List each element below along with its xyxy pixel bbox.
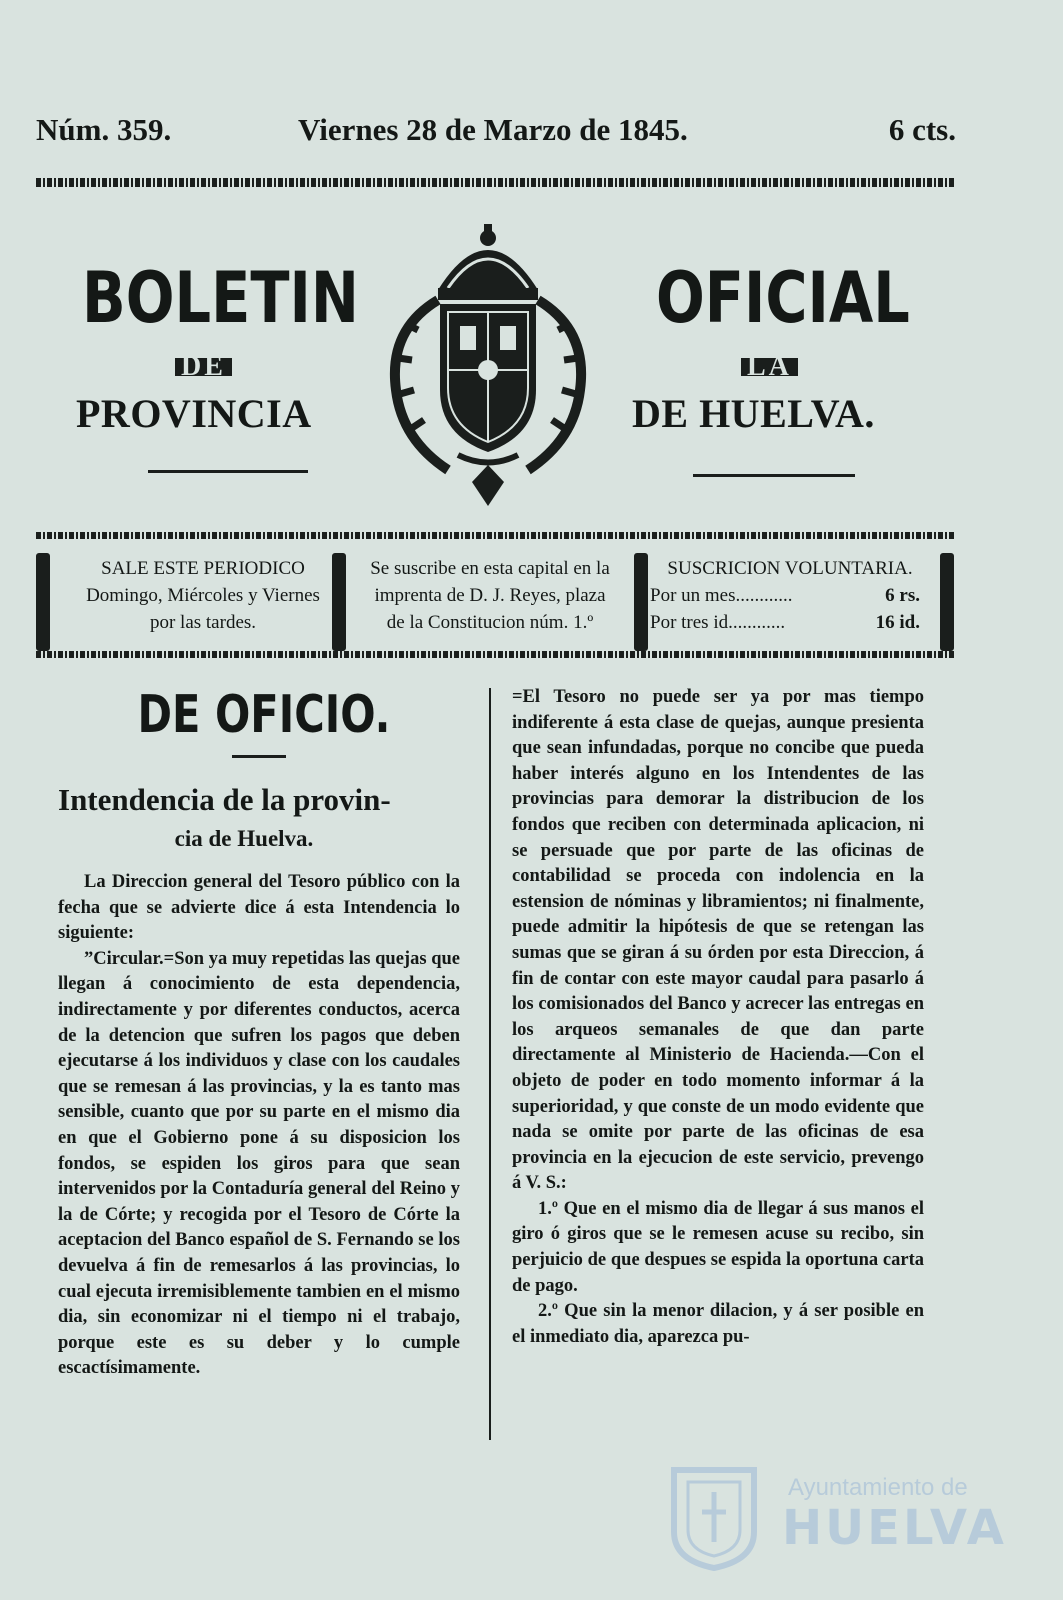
article-heading-line2: cia de Huelva.: [174, 826, 314, 851]
info-subscription-place: [350, 555, 630, 636]
masthead-word-left: BOLETIN: [82, 257, 359, 339]
price-value-month: 6 rs.: [885, 585, 920, 606]
article-heading-line1: Intendencia de la provin-: [58, 782, 391, 817]
price-row-month: [650, 582, 920, 609]
ornament-bracket-4: [940, 553, 954, 651]
issue-price: 6 cts.: [888, 112, 956, 147]
article-column-right: [512, 685, 924, 1350]
section-ornament: [232, 755, 286, 758]
ornament-bracket-1: [36, 553, 50, 651]
info-publication-schedule: [58, 555, 348, 636]
ornament-bracket-3: [634, 553, 648, 651]
archive-watermark: [660, 1462, 1007, 1572]
prices-title: SUSCRICION VOLUNTARIA.: [667, 558, 913, 579]
masthead-line-left: PROVINCIA: [76, 391, 312, 436]
issue-number: Núm. 359.: [36, 112, 172, 147]
column-divider: [489, 688, 491, 1440]
city-seal-icon: [660, 1462, 768, 1572]
schedule-title: SALE ESTE PERIODICO: [101, 558, 305, 579]
price-label-month: Por un mes............: [650, 585, 793, 606]
article-column-left: [58, 685, 460, 1382]
info-subscription-prices: [650, 555, 930, 636]
schedule-time: por las tardes.: [149, 612, 257, 633]
royal-crest-icon: [378, 220, 598, 510]
masthead-rule-right: [693, 474, 855, 477]
info-rule-top: [36, 532, 956, 539]
masthead-rule-left: [148, 470, 308, 473]
subscription-place-line1: Se suscribe en esta capital en la: [370, 558, 610, 579]
price-row-three-months: [650, 609, 920, 636]
paragraph: =El Tesoro no puede ser ya por mas tiempo indiferente á esta clase de quejas, aunque presienta que sean infundadas, porque no concibe que pueda haber interés alguno en los Intendentes de las provincias para demorar la distribucion de los fondos que reciben con determinada aplicacion, ni se persuade que por parte de las oficinas de contabilidad se proceda con indolencia en la estension de nóminas y libramientos; ni finalmente, puede admitir la hipótesis de que se retengan las sumas que se giran á su órden por esta Direccion, á fin de contar con este mayor caudal para pasarlo á los comisionados del Banco y acrecer las entregas en los arqueos semanales de que dan parte directamente al Ministerio de Hacienda.—Con el objeto de poder en todo momento informar á la superioridad, y que conste de un modo evidente que nada se omite por parte de las oficinas de esa provincia en la ejecucion de este servicio, prevengo á V. S.:: [512, 687, 924, 1194]
paragraph: 2.º Que sin la menor dilacion, y á ser posible en el inmediato dia, aparezca pu-: [512, 1301, 924, 1347]
section-title: DE OFICIO.: [137, 685, 391, 745]
subscription-place-line3: de la Constitucion núm. 1.º: [386, 612, 594, 633]
subscription-info-bar: [36, 545, 956, 645]
masthead-line-right: DE HUELVA.: [632, 391, 875, 436]
paragraph: ”Circular.=Son ya muy repetidas las quejas que llegan á conocimiento de esta dependencia, indirectamente y por diferentes conductos, acerca de la detencion que sufren los pagos que deben ejecutarse á los individuos y clase con los caudales que se remesan á las provincias, y la es tanto mas sensible, cuanto que por su parte en el mismo dia en que el Gobierno pone á su disposicion los fondos, se espiden los giros para que sean intervenidos por la Contaduría general del Reino y la de Córte; y recogida por el Tesoro de Córte la aceptacion del Banco español de S. Fernando se los devuelva á fin de remesarlos á las provincias, lo cual ejecuta irremisiblemente tambien en el mismo dia, sin economizar ni el tiempo ni el trabajo, porque este es su deber y lo cumple escactísimamente.: [58, 948, 460, 1379]
issue-date: Viernes 28 de Marzo de 1845.: [298, 112, 688, 147]
ornament-bracket-2: [332, 553, 346, 651]
watermark-line1: Ayuntamiento de: [788, 1474, 968, 1501]
schedule-days: Domingo, Miércoles y Viernes: [86, 585, 320, 606]
price-value-three-months: 16 id.: [875, 612, 920, 633]
masthead-small-left: DE: [175, 358, 232, 376]
price-label-three-months: Por tres id............: [650, 612, 786, 633]
watermark-line2: HUELVA: [782, 1500, 1007, 1556]
masthead-small-right: LA: [741, 358, 798, 376]
top-ornament-rule: [36, 178, 956, 187]
subscription-place-line2: imprenta de D. J. Reyes, plaza: [374, 585, 606, 606]
paragraph: 1.º Que en el mismo dia de llegar á sus manos el giro ó giros que se le remesen acuse su recibo, sin perjuicio de que despues se espida la oportuna carta de pago.: [512, 1198, 924, 1296]
info-rule-bottom: [36, 651, 956, 658]
paragraph: La Direccion general del Tesoro público con la fecha que se advierte dice á esta Intendencia lo siguiente:: [58, 872, 460, 944]
issue-line: [36, 112, 956, 152]
masthead-word-right: OFICIAL: [656, 257, 910, 339]
